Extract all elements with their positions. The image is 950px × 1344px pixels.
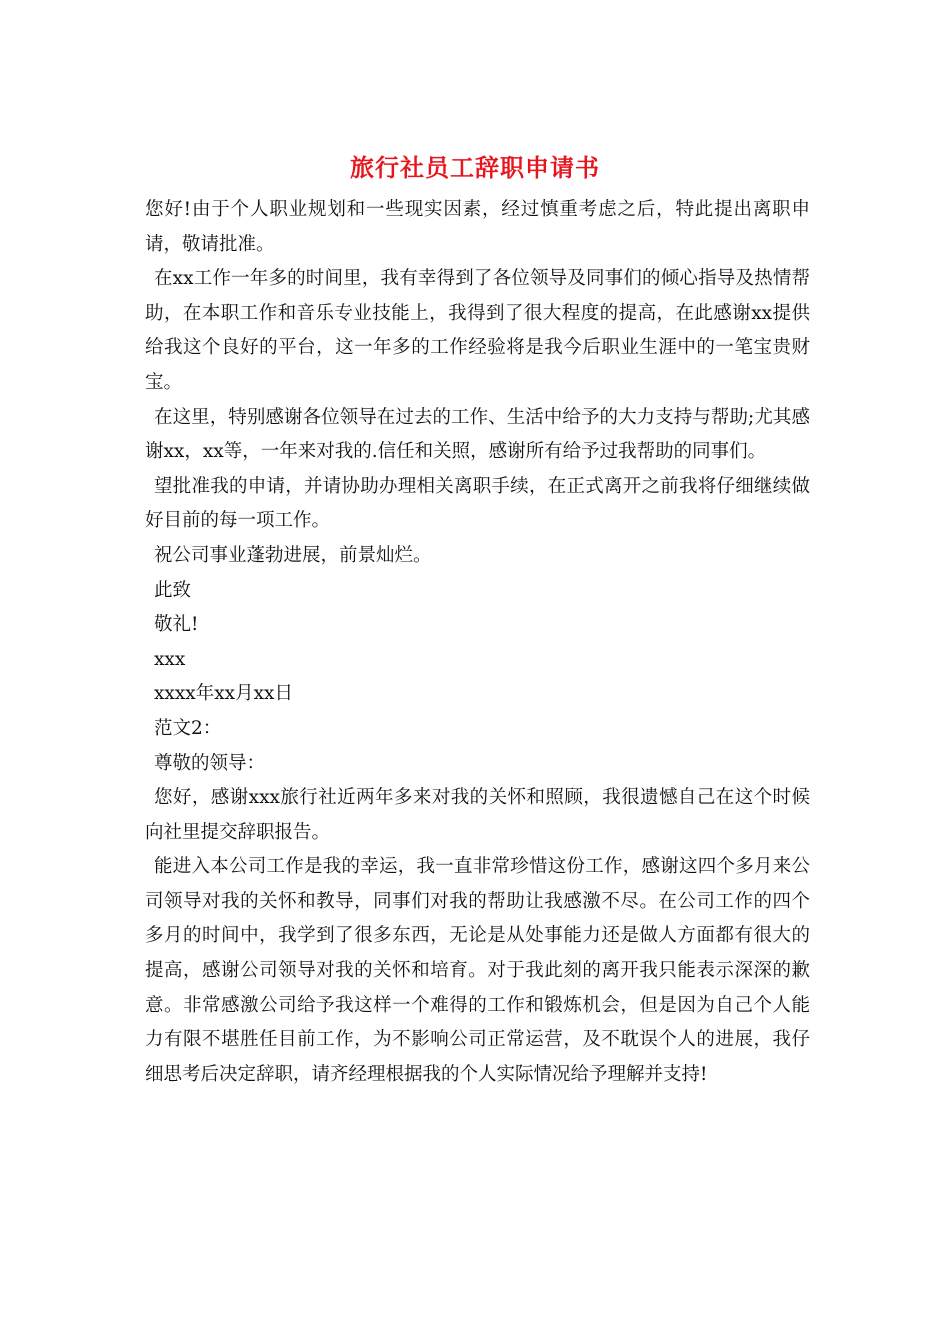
signature-date: xxxx年xx月xx日 (154, 683, 293, 705)
paragraph-gratitude: 在xx工作一年多的时间里，我有幸得到了各位领导及同事们的倾心指导及热情帮助，在本职工作和音乐专业技能上，我得到了很大程度的提高，在此感谢xx提供给我这个良好的平台，这一年多的工作经验将是我今后职业生涯中的一笔宝贵财宝。 (145, 268, 810, 393)
paragraph-request: 望批准我的申请，并请协助办理相关离职手续，在正式离开之前我将仔细继续做好目前的每一项工作。 (145, 475, 810, 532)
sample-paragraph-intro: 您好，感谢xxx旅行社近两年多来对我的关怀和照顾，我很遗憾自己在这个时候向社里提交辞职报告。 (145, 787, 810, 843)
closing-salutation: 此致 (154, 579, 192, 601)
closing-regards: 敬礼! (154, 614, 199, 636)
sample-paragraph-body: 能进入本公司工作是我的幸运，我一直非常珍惜这份工作，感谢这四个多月来公司领导对我的关怀和教导，同事们对我的帮助让我感激不尽。在公司工作的四个多月的时间中，我学到了很多东西，无论是从处事能力还是做人方面都有很大的提高，感谢公司领导对我的关怀和培育。对于我此刻的离开我只能表示深深的歉意。非常感激公司给予我这样一个难得的工作和锻炼机会，但是因为自己个人能力有限不堪胜任目前工作，为不影响公司正常运营，及不耽误个人的进展，我仔细思考后决定辞职，请齐经理根据我的个人实际情况给予理解并支持! (145, 856, 810, 1085)
sample-greeting: 尊敬的领导： (154, 752, 266, 774)
paragraph-greeting: 您好!由于个人职业规划和一些现实因素，经过慎重考虑之后，特此提出离职申请，敬请批准。 (145, 199, 810, 255)
paragraph-wishes: 祝公司事业蓬勃进展，前景灿烂。 (154, 544, 432, 566)
sample-heading: 范文2： (154, 717, 222, 739)
signature-name: xxx (154, 648, 186, 670)
paragraph-thanks: 在这里，特别感谢各位领导在过去的工作、生活中给予的大力支持与帮助;尤其感谢xx，xx等，一年来对我的.信任和关照，感谢所有给予过我帮助的同事们。 (145, 406, 810, 463)
document-title: 旅行社员工辞职申请书 (350, 153, 600, 182)
document-body (145, 193, 810, 1092)
